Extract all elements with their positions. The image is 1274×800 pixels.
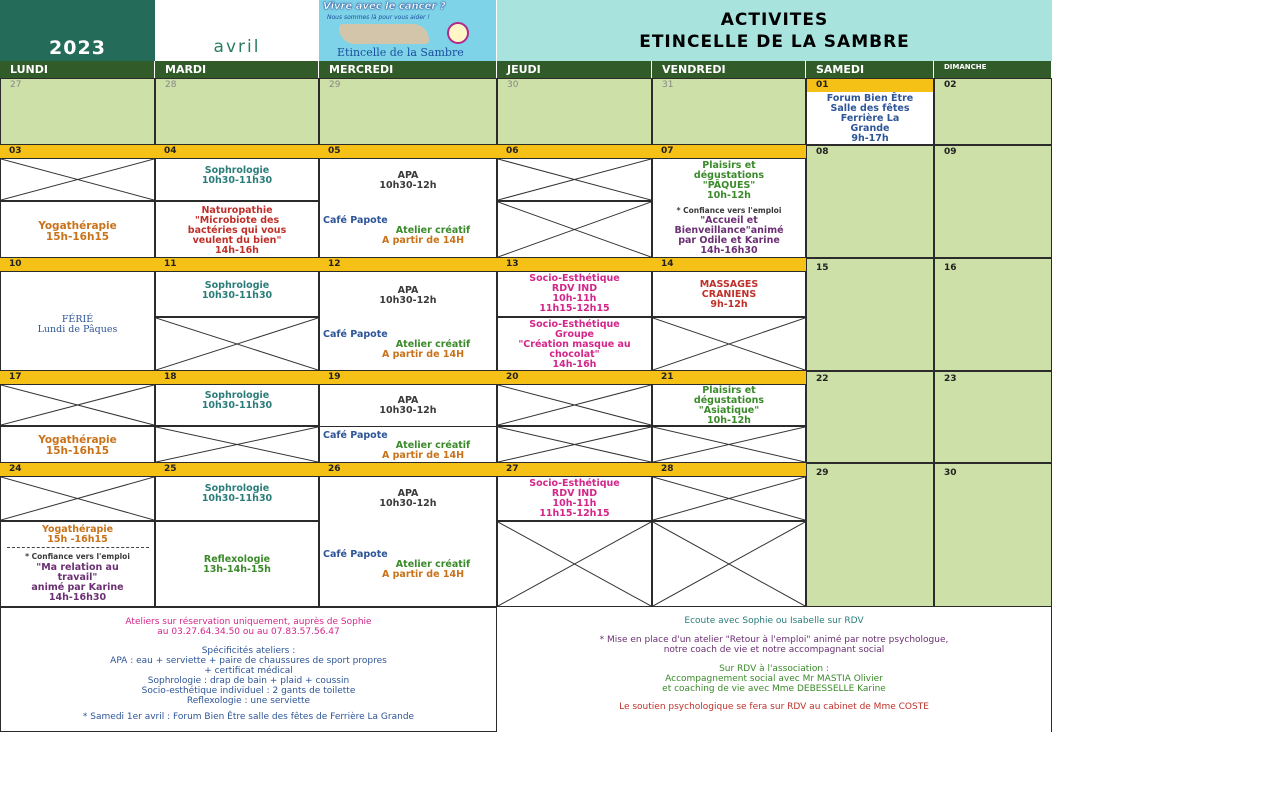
cafe-papote-label: Café Papote bbox=[323, 549, 388, 560]
reservation-line: Ateliers sur réservation uniquement, auprès de Sophie bbox=[125, 617, 372, 627]
day-number: 15 bbox=[816, 263, 829, 273]
slot-divider bbox=[319, 426, 497, 427]
activity-time: 10h30-12h bbox=[379, 295, 437, 306]
logo-subtagline: Nous sommes là pour vous aider ! bbox=[327, 14, 430, 21]
day-number: 09 bbox=[944, 147, 957, 157]
day-number: 12 bbox=[328, 259, 341, 269]
activity-slot bbox=[652, 384, 806, 426]
event-line: Forum Bien Être bbox=[826, 93, 914, 104]
month-label: avril bbox=[155, 0, 319, 61]
day-cell bbox=[652, 78, 806, 145]
activity-title: Atelier créatif bbox=[395, 559, 471, 570]
activity-title: Naturopathie bbox=[201, 205, 273, 216]
day-header-monday: LUNDI bbox=[0, 61, 155, 78]
activity-line: Groupe bbox=[554, 329, 595, 340]
activity-time: 9h-12h bbox=[710, 299, 748, 310]
activity-line: "Asiatique" bbox=[698, 405, 760, 416]
day-number: 29 bbox=[816, 468, 829, 478]
emploi-line: notre coach de vie et notre accompagnant social bbox=[663, 645, 885, 655]
day-number: 17 bbox=[9, 372, 22, 382]
day-number: 29 bbox=[329, 80, 341, 90]
day-number: 28 bbox=[661, 464, 674, 474]
empty-slot bbox=[0, 476, 155, 521]
activity-time: 14h-16h30 bbox=[700, 245, 758, 256]
day-cell bbox=[806, 258, 934, 371]
activity-title: "Accueil et bbox=[700, 215, 758, 226]
day-cell bbox=[806, 371, 934, 463]
day-number: 30 bbox=[944, 468, 957, 478]
activity-line: dégustations bbox=[693, 395, 765, 406]
forum-note: * Samedi 1er avril : Forum Bien Être salle des fêtes de Ferrière La Grande bbox=[82, 712, 415, 722]
activity-title: Atelier créatif bbox=[395, 440, 471, 451]
day-number: 16 bbox=[944, 263, 957, 273]
activity-line: Bienveillance"animé bbox=[674, 225, 784, 236]
footer-right-panel bbox=[497, 607, 1052, 732]
day-number: 03 bbox=[9, 146, 22, 156]
day-number: 23 bbox=[944, 374, 957, 384]
reservation-phone: au 03.27.64.34.50 ou au 07.83.57.56.47 bbox=[157, 627, 340, 637]
emploi-label: * Confiance vers l'emploi bbox=[25, 552, 130, 561]
activity-title: Sophrologie bbox=[204, 280, 270, 291]
activity-time: 10h30-11h30 bbox=[201, 400, 273, 411]
logo-name: Etincelle de la Sambre bbox=[337, 46, 464, 59]
activity-time: 15h -16h15 bbox=[47, 534, 108, 545]
day-header-tuesday: MARDI bbox=[155, 61, 319, 78]
holiday-name: Lundi de Pâques bbox=[37, 324, 118, 335]
logo-emblem-icon bbox=[447, 22, 469, 44]
activity-line: "Création masque au bbox=[518, 339, 631, 350]
day-number: 04 bbox=[164, 146, 177, 156]
activity-slot bbox=[652, 158, 806, 258]
activity-slot bbox=[155, 476, 319, 521]
association-logo bbox=[319, 0, 496, 61]
empty-slot bbox=[652, 426, 806, 463]
activity-slot bbox=[497, 317, 652, 371]
activity-line: dégustations bbox=[693, 170, 765, 181]
activity-slot bbox=[155, 271, 319, 317]
title-line-1: ACTIVITES bbox=[720, 10, 829, 30]
day-cell bbox=[319, 78, 497, 145]
activity-title: APA bbox=[397, 395, 419, 406]
activity-line: RDV IND bbox=[551, 488, 598, 499]
page-title bbox=[497, 0, 1052, 61]
activity-time: 10h-12h bbox=[707, 415, 751, 426]
day-number: 24 bbox=[9, 464, 22, 474]
empty-slot bbox=[652, 317, 806, 371]
activity-line: CRANIENS bbox=[701, 289, 757, 300]
activity-time: 10h-12h bbox=[707, 190, 751, 201]
ecoute-line: Ecoute avec Sophie ou Isabelle sur RDV bbox=[684, 616, 864, 626]
empty-slot bbox=[0, 384, 155, 426]
day-header-sunday: DIMANCHE bbox=[934, 61, 1052, 78]
day-number: 26 bbox=[328, 464, 341, 474]
week-number-bar bbox=[0, 258, 806, 271]
specifics-line: Socio-esthétique individuel : 2 gants de toilette bbox=[141, 686, 356, 696]
day-number: 27 bbox=[10, 80, 22, 90]
holiday-slot bbox=[0, 271, 155, 371]
specifics-line: Sophrologie : drap de bain + plaid + coussin bbox=[147, 676, 350, 686]
day-number: 10 bbox=[9, 259, 22, 269]
activity-time: 14h-16h bbox=[552, 359, 597, 370]
empty-slot bbox=[155, 317, 319, 371]
activity-slot bbox=[497, 476, 652, 521]
day-cell bbox=[497, 78, 652, 145]
day-cell-forum bbox=[806, 78, 934, 145]
activity-title: Yogathérapie bbox=[41, 524, 114, 535]
activity-title: Reflexologie bbox=[203, 554, 271, 565]
cafe-papote-label: Café Papote bbox=[323, 215, 388, 226]
dashed-divider bbox=[7, 547, 149, 548]
day-number: 30 bbox=[507, 80, 519, 90]
day-number: 20 bbox=[506, 372, 519, 382]
day-number: 06 bbox=[506, 146, 519, 156]
emploi-label: * Confiance vers l'emploi bbox=[676, 206, 782, 215]
activity-title: Socio-Esthétique bbox=[529, 319, 620, 330]
specifics-title: Spécificités ateliers : bbox=[201, 646, 296, 656]
activity-slot bbox=[0, 521, 155, 607]
specifics-line: Reflexologie : une serviette bbox=[186, 696, 311, 706]
activity-title: Yogathérapie bbox=[38, 220, 117, 232]
activity-slot bbox=[155, 158, 319, 201]
activity-time: 15h-16h15 bbox=[45, 231, 110, 243]
cafe-papote-label: Café Papote bbox=[323, 329, 388, 340]
activity-line: chocolat" bbox=[549, 349, 600, 360]
day-cell bbox=[806, 145, 934, 258]
holiday-label: FÉRIÉ bbox=[61, 314, 94, 325]
activity-line: veulent du bien" bbox=[192, 235, 282, 246]
specifics-line: APA : eau + serviette + paire de chaussures de sport propres bbox=[110, 656, 387, 666]
activity-time: 10h30-12h bbox=[379, 405, 437, 416]
activity-time: 10h30-11h30 bbox=[201, 175, 273, 186]
activity-time: 10h-11h bbox=[552, 498, 597, 509]
empty-slot bbox=[652, 521, 806, 607]
activity-slot bbox=[652, 271, 806, 317]
day-number: 27 bbox=[506, 464, 519, 474]
activity-time: 10h30-12h bbox=[379, 498, 437, 509]
soutien-line: Le soutien psychologique se fera sur RDV au cabinet de Mme COSTE bbox=[619, 702, 929, 712]
activity-line: animé par Karine bbox=[31, 582, 124, 593]
activity-time: 15h-16h15 bbox=[45, 445, 110, 457]
day-cell bbox=[934, 145, 1052, 258]
emploi-line: * Mise en place d'un atelier "Retour à l'emploi" animé par notre psychologue, bbox=[599, 635, 949, 645]
activity-time: A partir de 14H bbox=[381, 349, 465, 360]
day-number: 01 bbox=[807, 79, 933, 92]
day-number: 05 bbox=[328, 146, 341, 156]
activity-time: 10h30-12h bbox=[379, 180, 437, 191]
day-number: 14 bbox=[661, 259, 674, 269]
empty-slot bbox=[497, 521, 652, 607]
day-header-saturday: SAMEDI bbox=[806, 61, 934, 78]
day-cell bbox=[934, 463, 1052, 607]
footer-left-panel bbox=[0, 607, 497, 732]
activity-line: RDV IND bbox=[551, 283, 598, 294]
day-cell bbox=[934, 78, 1052, 145]
day-number: 19 bbox=[328, 372, 341, 382]
rdv-title: Sur RDV à l'association : bbox=[719, 664, 829, 674]
activity-title: Atelier créatif bbox=[395, 225, 471, 236]
hand-icon bbox=[339, 24, 429, 44]
activity-title: Socio-Esthétique bbox=[529, 273, 620, 284]
day-number: 08 bbox=[816, 147, 829, 157]
activity-slot bbox=[155, 384, 319, 426]
day-header-wednesday: MERCREDI bbox=[319, 61, 497, 78]
empty-slot bbox=[497, 158, 652, 201]
year-label: 2023 bbox=[0, 0, 155, 61]
week-number-bar bbox=[0, 463, 806, 476]
day-cell bbox=[934, 258, 1052, 371]
week-number-bar bbox=[0, 371, 806, 384]
activity-slot bbox=[319, 476, 497, 607]
day-number: 11 bbox=[164, 259, 177, 269]
activity-line: "PÂQUES" bbox=[702, 180, 756, 191]
activity-title: APA bbox=[397, 285, 419, 296]
day-cell bbox=[0, 78, 155, 145]
activity-title: APA bbox=[397, 488, 419, 499]
activity-time: 10h30-11h30 bbox=[201, 493, 273, 504]
activity-slot bbox=[0, 201, 155, 258]
logo-tagline: Vivre avec le cancer ? bbox=[323, 1, 446, 12]
activity-slot bbox=[319, 271, 497, 371]
event-line: Ferrière La bbox=[840, 113, 900, 124]
activity-slot bbox=[319, 384, 497, 463]
empty-slot bbox=[497, 384, 652, 426]
empty-slot bbox=[497, 426, 652, 463]
activity-time: 14h-16h bbox=[215, 245, 259, 256]
day-number: 25 bbox=[164, 464, 177, 474]
day-number: 21 bbox=[661, 372, 674, 382]
activity-time: 10h30-11h30 bbox=[201, 290, 273, 301]
activity-title: APA bbox=[397, 170, 419, 181]
activity-line: par Odile et Karine bbox=[678, 235, 780, 246]
activity-slot bbox=[0, 426, 155, 463]
activity-title: Socio-Esthétique bbox=[529, 478, 620, 489]
empty-slot bbox=[0, 158, 155, 201]
activity-slot bbox=[155, 521, 319, 607]
activity-title: Sophrologie bbox=[204, 390, 270, 401]
day-number: 13 bbox=[506, 259, 519, 269]
activity-slot bbox=[497, 271, 652, 317]
activity-title: Plaisirs et bbox=[702, 385, 756, 396]
week-number-bar bbox=[0, 145, 806, 158]
event-time: 9h-17h bbox=[851, 133, 889, 144]
activity-time: A partir de 14H bbox=[381, 450, 465, 461]
day-number: 18 bbox=[164, 372, 177, 382]
day-number: 02 bbox=[944, 80, 957, 90]
activity-time: A partir de 14H bbox=[381, 569, 465, 580]
day-header-thursday: JEUDI bbox=[497, 61, 652, 78]
event-line: Salle des fêtes bbox=[830, 103, 910, 114]
day-cell bbox=[934, 371, 1052, 463]
activity-title: "Ma relation au bbox=[36, 562, 119, 573]
activity-title: MASSAGES bbox=[699, 279, 759, 290]
activity-slot bbox=[319, 158, 497, 258]
activity-time: A partir de 14H bbox=[381, 235, 465, 246]
activity-line: travail" bbox=[57, 572, 98, 583]
day-number: 31 bbox=[662, 80, 674, 90]
activity-time: 11h15-12h15 bbox=[539, 303, 610, 314]
empty-slot bbox=[652, 476, 806, 521]
title-line-2: ETINCELLE DE LA SAMBRE bbox=[639, 32, 910, 52]
day-cell bbox=[155, 78, 319, 145]
empty-slot bbox=[155, 426, 319, 463]
day-number: 22 bbox=[816, 374, 829, 384]
activity-time: 13h-14h-15h bbox=[203, 564, 271, 575]
empty-slot bbox=[497, 201, 652, 258]
activity-title: Atelier créatif bbox=[395, 339, 471, 350]
cafe-papote-label: Café Papote bbox=[323, 430, 388, 441]
rdv-line: et coaching de vie avec Mme DEBESSELLE Karine bbox=[662, 684, 886, 694]
activity-line: "Microbiote des bbox=[194, 215, 280, 226]
day-number: 28 bbox=[165, 80, 177, 90]
activity-time: 14h-16h30 bbox=[48, 592, 107, 603]
day-number: 07 bbox=[661, 146, 674, 156]
activity-slot bbox=[155, 201, 319, 258]
event-line: Grande bbox=[850, 123, 890, 134]
activity-title: Sophrologie bbox=[204, 165, 270, 176]
rdv-line: Accompagnement social avec Mr MASTIA Olivier bbox=[665, 674, 883, 684]
activity-title: Plaisirs et bbox=[702, 160, 756, 171]
specifics-line: + certificat médical bbox=[204, 666, 293, 676]
day-header-friday: VENDREDI bbox=[652, 61, 806, 78]
activity-time: 11h15-12h15 bbox=[539, 508, 610, 519]
activity-title: Yogathérapie bbox=[38, 434, 117, 446]
activity-title: Sophrologie bbox=[204, 483, 270, 494]
day-cell bbox=[806, 463, 934, 607]
activity-time: 10h-11h bbox=[552, 293, 597, 304]
activity-line: bactéries qui vous bbox=[187, 225, 287, 236]
